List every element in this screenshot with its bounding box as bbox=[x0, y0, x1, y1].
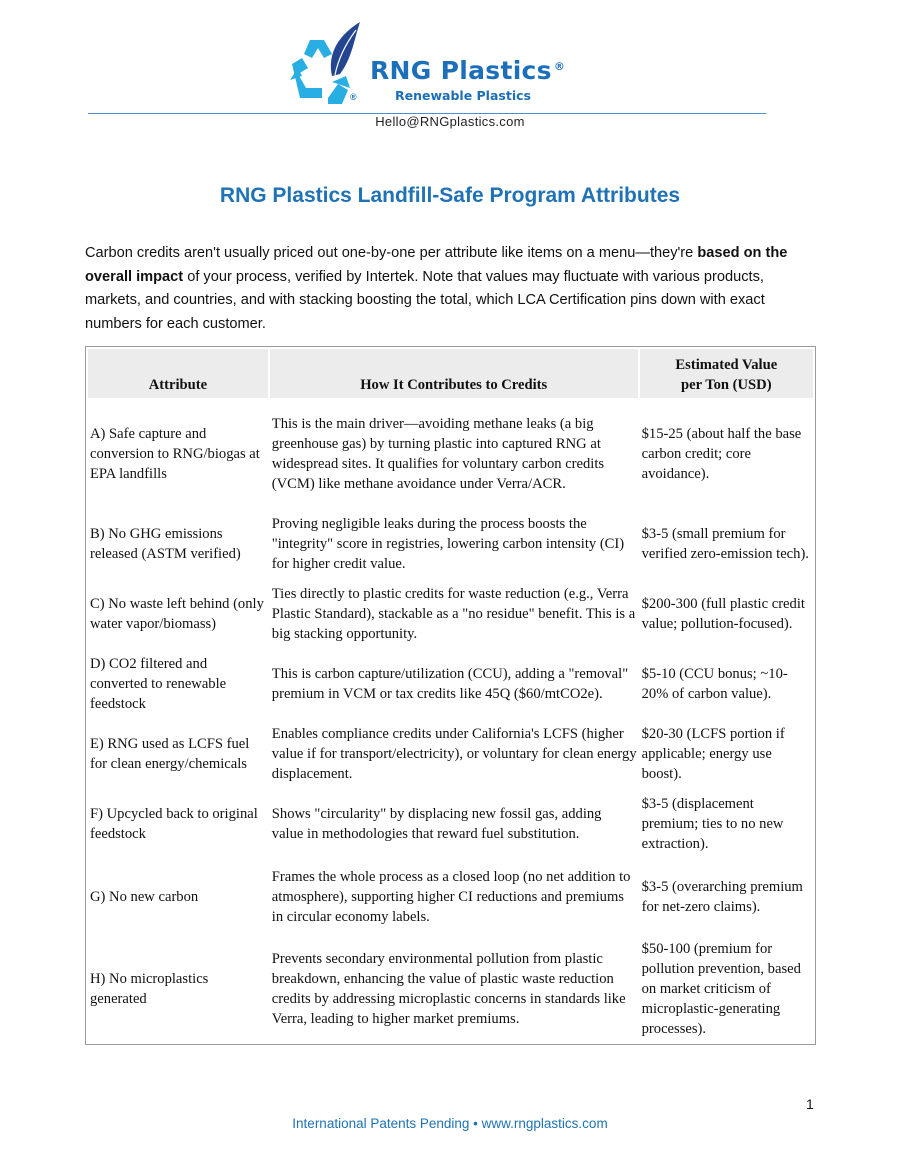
page-header bbox=[0, 0, 900, 140]
brand-tagline: Renewable Plastics bbox=[395, 88, 531, 103]
row-value: $3-5 (small premium for verified zero-emission tech). bbox=[641, 526, 809, 562]
logo-registered-mark: ® bbox=[350, 92, 357, 102]
intro-text-2: of your process, verified by Intertek. Note that values may fluctuate with various products, markets, and countries, and with stacking boosting the total, which LCA Certification pins down with exact numbers for each customer. bbox=[85, 268, 765, 332]
row-contribution: This is the main driver—avoiding methane leaks (a big greenhouse gas) by turning plastic into captured RNG at widespread sites. It qualifies for voluntary carbon credits (VCM) like methane avoidance under Verra/ACR. bbox=[271, 416, 605, 492]
brand-name bbox=[370, 56, 565, 85]
header-value-line2: per Ton (USD) bbox=[681, 377, 772, 393]
intro-text-1: Carbon credits aren't usually priced out one-by-one per attribute like items on a menu—they're bbox=[85, 245, 698, 261]
page-footer: International Patents Pending • www.rngplastics.com bbox=[292, 1116, 608, 1131]
header-attribute: Attribute bbox=[88, 349, 268, 398]
row-attribute: E) RNG used as LCFS fuel for clean energy/chemicals bbox=[90, 736, 250, 772]
table-row bbox=[88, 860, 813, 934]
contact-email[interactable]: Hello@RNGplastics.com bbox=[375, 114, 525, 129]
row-contribution: Enables compliance credits under California's LCFS (higher value if for transport/electricity), or voluntary for clean energy displacement. bbox=[271, 726, 637, 782]
document-title: RNG Plastics Landfill-Safe Program Attributes bbox=[219, 184, 681, 207]
row-value: $3-5 (displacement premium; ties to no new extraction). bbox=[641, 796, 784, 852]
header-value-line1: Estimated Value bbox=[675, 357, 778, 373]
row-value: $50-100 (premium for pollution prevention, based on market criticism of microplastic-generating processes). bbox=[641, 941, 801, 1037]
row-value: $20-30 (LCFS portion if applicable; energy use boost). bbox=[641, 726, 785, 782]
table-row bbox=[88, 580, 813, 648]
row-value: $3-5 (overarching premium for net-zero claims). bbox=[641, 879, 803, 915]
row-attribute: A) Safe capture and conversion to RNG/biogas at EPA landfills bbox=[90, 426, 260, 482]
attributes-table bbox=[85, 346, 816, 1045]
row-attribute: C) No waste left behind (only water vapor/biomass) bbox=[90, 596, 264, 632]
row-contribution: Frames the whole process as a closed loop (no net addition to atmosphere), supporting higher CI reductions and premiums in circular economy labels. bbox=[271, 869, 631, 925]
table-row bbox=[88, 936, 813, 1042]
row-value: $5-10 (CCU bonus; ~10-20% of carbon value). bbox=[641, 666, 788, 702]
table-row bbox=[88, 400, 813, 508]
row-contribution: Shows "circularity" by displacing new fossil gas, adding value in methodologies that reward fuel substitution. bbox=[271, 806, 602, 842]
brand-registered-mark: ® bbox=[553, 59, 566, 73]
row-contribution: Ties directly to plastic credits for waste reduction (e.g., Verra Plastic Standard), stackable as a "no residue" benefit. This is a big stacking opportunity. bbox=[271, 586, 636, 642]
row-attribute: H) No microplastics generated bbox=[90, 971, 209, 1007]
row-contribution: Prevents secondary environmental pollution from plastic breakdown, enhancing the value of plastic waste reduction credits by addressing microplastic concerns in standards like Verra, leading to higher market premiums. bbox=[271, 951, 626, 1027]
intro-bold: based on the overall impact bbox=[85, 245, 788, 285]
header-contribution: How It Contributes to Credits bbox=[270, 349, 638, 398]
row-value: $200-300 (full plastic credit value; pollution-focused). bbox=[641, 596, 805, 632]
row-contribution: This is carbon capture/utilization (CCU), adding a "removal" premium in VCM or tax credits like 45Q ($60/mtCO2e). bbox=[271, 666, 629, 702]
table-row bbox=[88, 720, 813, 788]
row-value: $15-25 (about half the base carbon credit; core avoidance). bbox=[641, 426, 802, 482]
table-row bbox=[88, 510, 813, 578]
table-header-row bbox=[88, 349, 813, 398]
row-attribute: D) CO2 filtered and converted to renewable feedstock bbox=[90, 656, 227, 712]
intro-paragraph bbox=[85, 242, 817, 336]
brand-name-text: RNG Plastics bbox=[370, 56, 552, 85]
row-attribute: G) No new carbon bbox=[90, 889, 199, 905]
table-row bbox=[88, 790, 813, 858]
page-number: 1 bbox=[806, 1096, 814, 1112]
row-contribution: Proving negligible leaks during the process boosts the "integrity" score in registries, lowering carbon intensity (CI) for higher credit value. bbox=[271, 516, 625, 572]
header-value bbox=[640, 349, 813, 398]
row-attribute: B) No GHG emissions released (ASTM verified) bbox=[90, 526, 241, 562]
table-row bbox=[88, 650, 813, 718]
row-attribute: F) Upcycled back to original feedstock bbox=[90, 806, 258, 842]
